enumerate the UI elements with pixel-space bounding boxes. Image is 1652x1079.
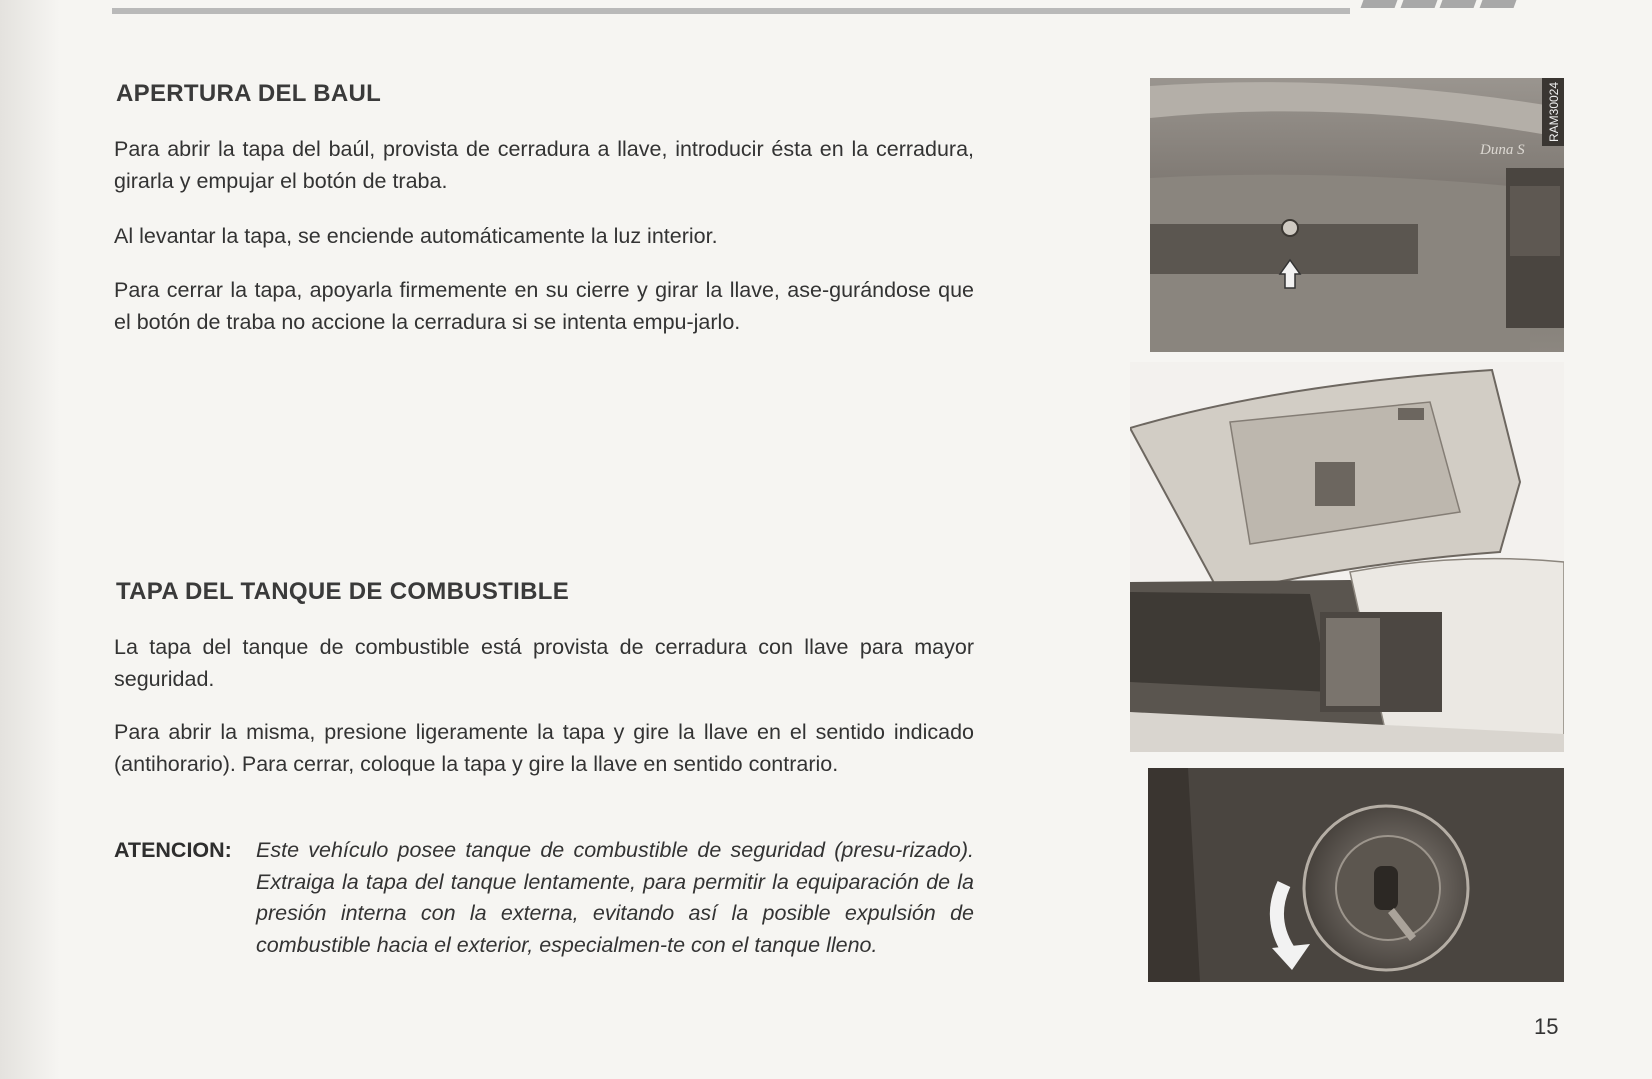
fuel-paragraph-security: La tapa del tanque de combustible está provista de cerradura con llave para mayor seguridad. — [114, 635, 974, 691]
warning-text: Este vehículo posee tanque de combustible de seguridad (presu-rizado). Extraiga la tapa del tanque lentamente, para permitir la equiparación de la presión interna con la externa, evitando así la posible expulsión de combustible hacia el exterior, especialmen-te con el tanque lleno. — [256, 838, 974, 957]
photo-trunk-closed — [1150, 78, 1564, 352]
fuel-paragraph-open: Para abrir la misma, presione ligeramente la tapa y gire la llave en el sentido indicado (antihorario). Para cerrar, coloque la tapa y gire la llave en sentido contrario. — [114, 720, 974, 776]
photo-fuel-cap — [1148, 768, 1564, 982]
section-trunk-heading: APERTURA DEL BAUL — [116, 80, 382, 107]
photo-trunk-open — [1130, 362, 1564, 752]
trunk-paragraph-open: Para abrir la tapa del baúl, provista de cerradura a llave, introducir ésta en la cerradura, girarla y empujar el botón de traba. — [114, 137, 974, 193]
photo-code-label: RAM30024 — [1547, 81, 1561, 142]
page-number: 15 — [1534, 1014, 1559, 1039]
trunk-paragraph-close: Para cerrar la tapa, apoyarla firmemente en su cierre y girar la llave, ase-gurándose que el botón de traba no accione la cerradura si se intenta empu-jarlo. — [114, 278, 974, 334]
car-badge: Duna S — [1480, 142, 1525, 158]
header-rule — [112, 8, 1350, 14]
page-gutter-shadow — [0, 0, 60, 1079]
trunk-paragraph-light: Al levantar la tapa, se enciende automáticamente la luz interior. — [114, 224, 718, 248]
brand-logo-fragment — [1362, 0, 1514, 8]
section-fuel-heading: TAPA DEL TANQUE DE COMBUSTIBLE — [116, 578, 569, 605]
warning-label: ATENCION: — [114, 838, 232, 862]
